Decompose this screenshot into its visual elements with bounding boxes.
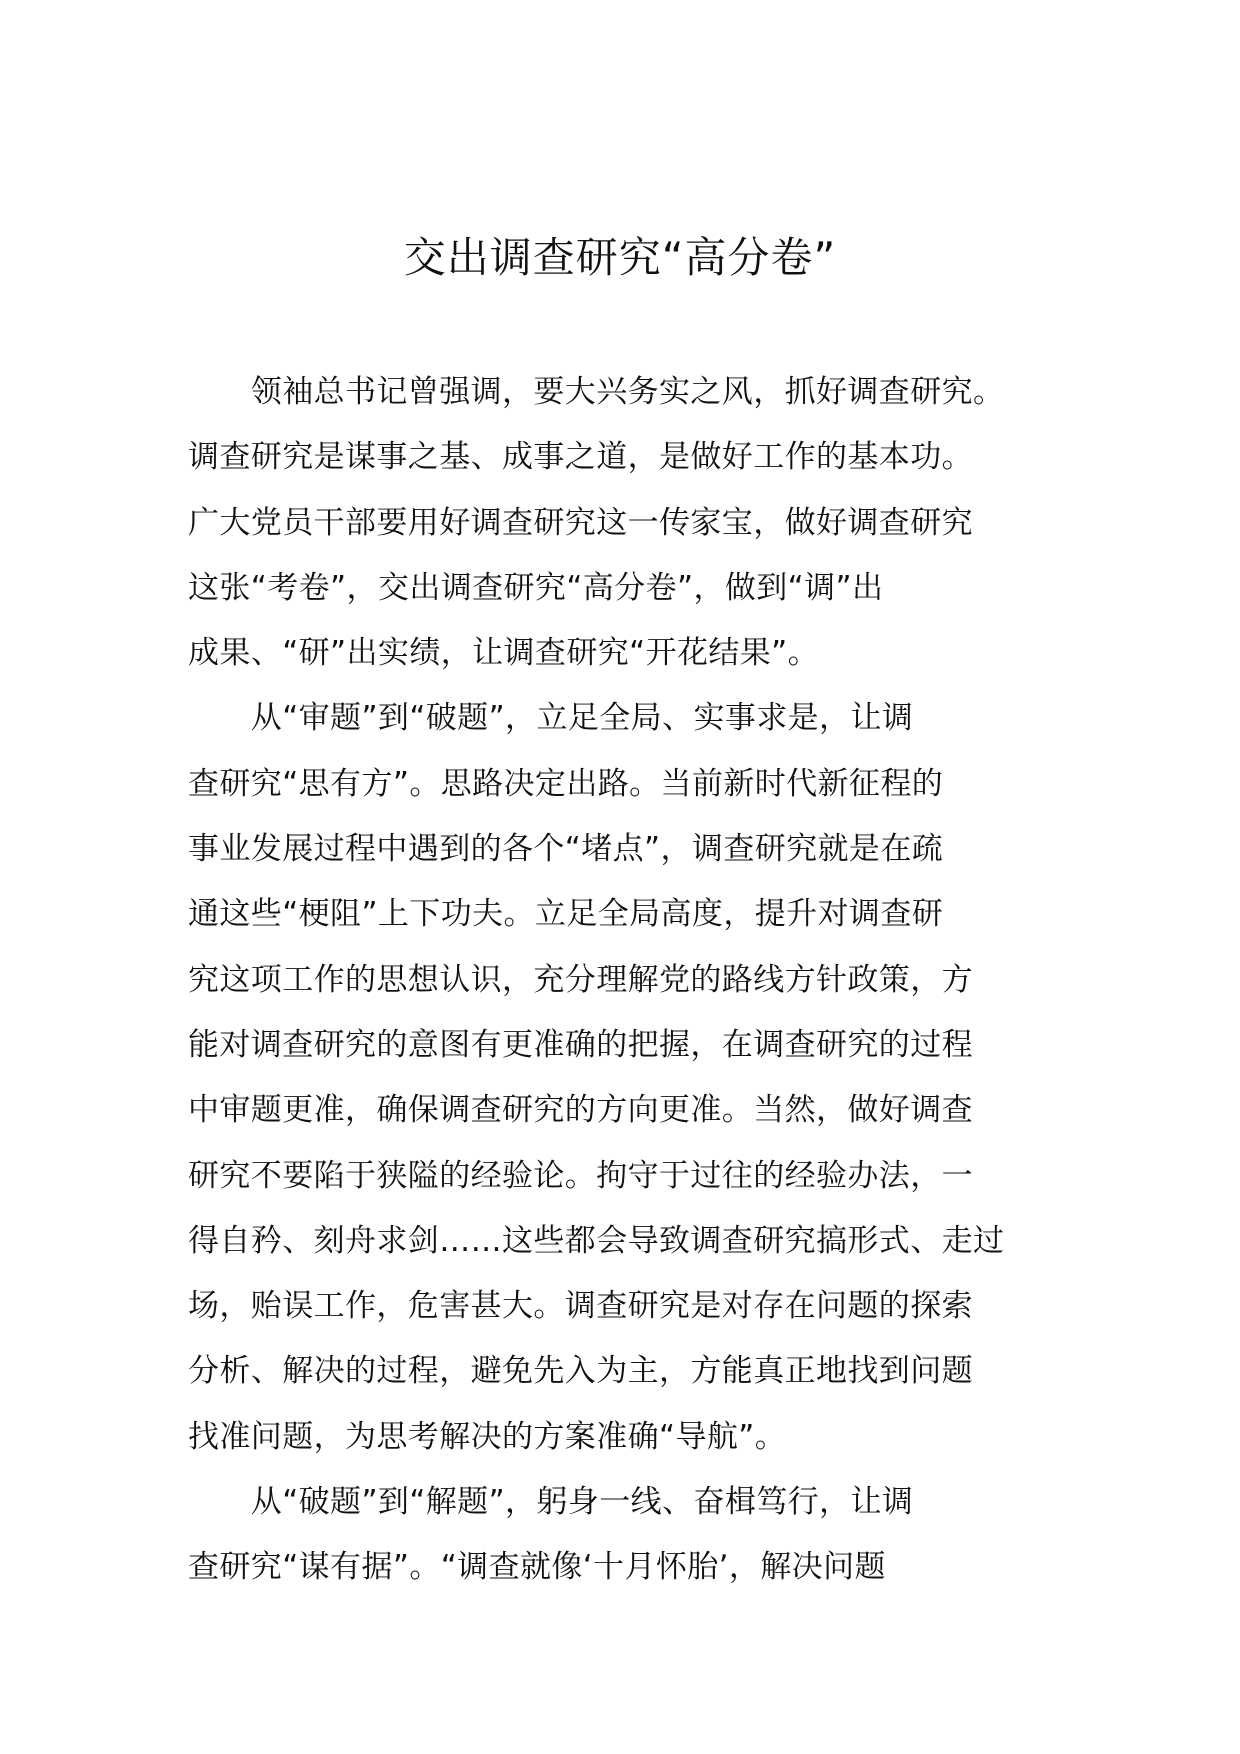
text-line: 研究不要陷于狭隘的经验论。拘守于过往的经验办法，一 bbox=[188, 1157, 973, 1194]
text-line: 查研究“谋有据”。“调查就像‘十月怀胎’，解决问题 bbox=[188, 1549, 886, 1586]
text-line: 通这些“梗阻”上下功夫。立足全局高度，提升对调查研 bbox=[188, 896, 944, 933]
text-line: 事业发展过程中遇到的各个“堵点”，调查研究就是在疏 bbox=[188, 831, 944, 868]
text-line: 中审题更准，确保调查研究的方向更准。当然，做好调查 bbox=[188, 1092, 973, 1129]
text-line: 得自矜、刻舟求剑……这些都会导致调查研究搞形式、走过 bbox=[188, 1222, 1005, 1259]
text-line: 从“审题”到“破题”，立足全局、实事求是，让调 bbox=[188, 700, 914, 737]
text-line: 这张“考卷”，交出调查研究“高分卷”，做到“调”出 bbox=[188, 569, 884, 606]
text-line: 查研究“思有方”。思路决定出路。当前新时代新征程的 bbox=[188, 765, 944, 802]
text-line: 从“破题”到“解题”，躬身一线、奋楫笃行，让调 bbox=[188, 1484, 914, 1521]
text-line: 找准问题，为思考解决的方案准确“导航”。 bbox=[188, 1418, 787, 1455]
text-line: 广大党员干部要用好调查研究这一传家宝，做好调查研究 bbox=[188, 504, 973, 541]
text-line: 成果、“研”出实绩，让调查研究“开花结果”。 bbox=[188, 635, 820, 672]
text-line: 领袖总书记曾强调，要大兴务实之风，抓好调查研究。 bbox=[188, 374, 1005, 410]
text-line: 调查研究是谋事之基、成事之道，是做好工作的基本功。 bbox=[188, 439, 973, 476]
document-body bbox=[188, 360, 1068, 1601]
text-line: 分析、解决的过程，避免先入为主，方能真正地找到问题 bbox=[188, 1353, 973, 1390]
text-line: 究这项工作的思想认识，充分理解党的路线方针政策，方 bbox=[188, 961, 973, 998]
text-line: 能对调查研究的意图有更准确的把握，在调查研究的过程 bbox=[188, 1026, 973, 1063]
document-title: 交出调查研究“高分卷” bbox=[403, 233, 837, 282]
text-line: 场，贻误工作，危害甚大。调查研究是对存在问题的探索 bbox=[188, 1288, 973, 1325]
